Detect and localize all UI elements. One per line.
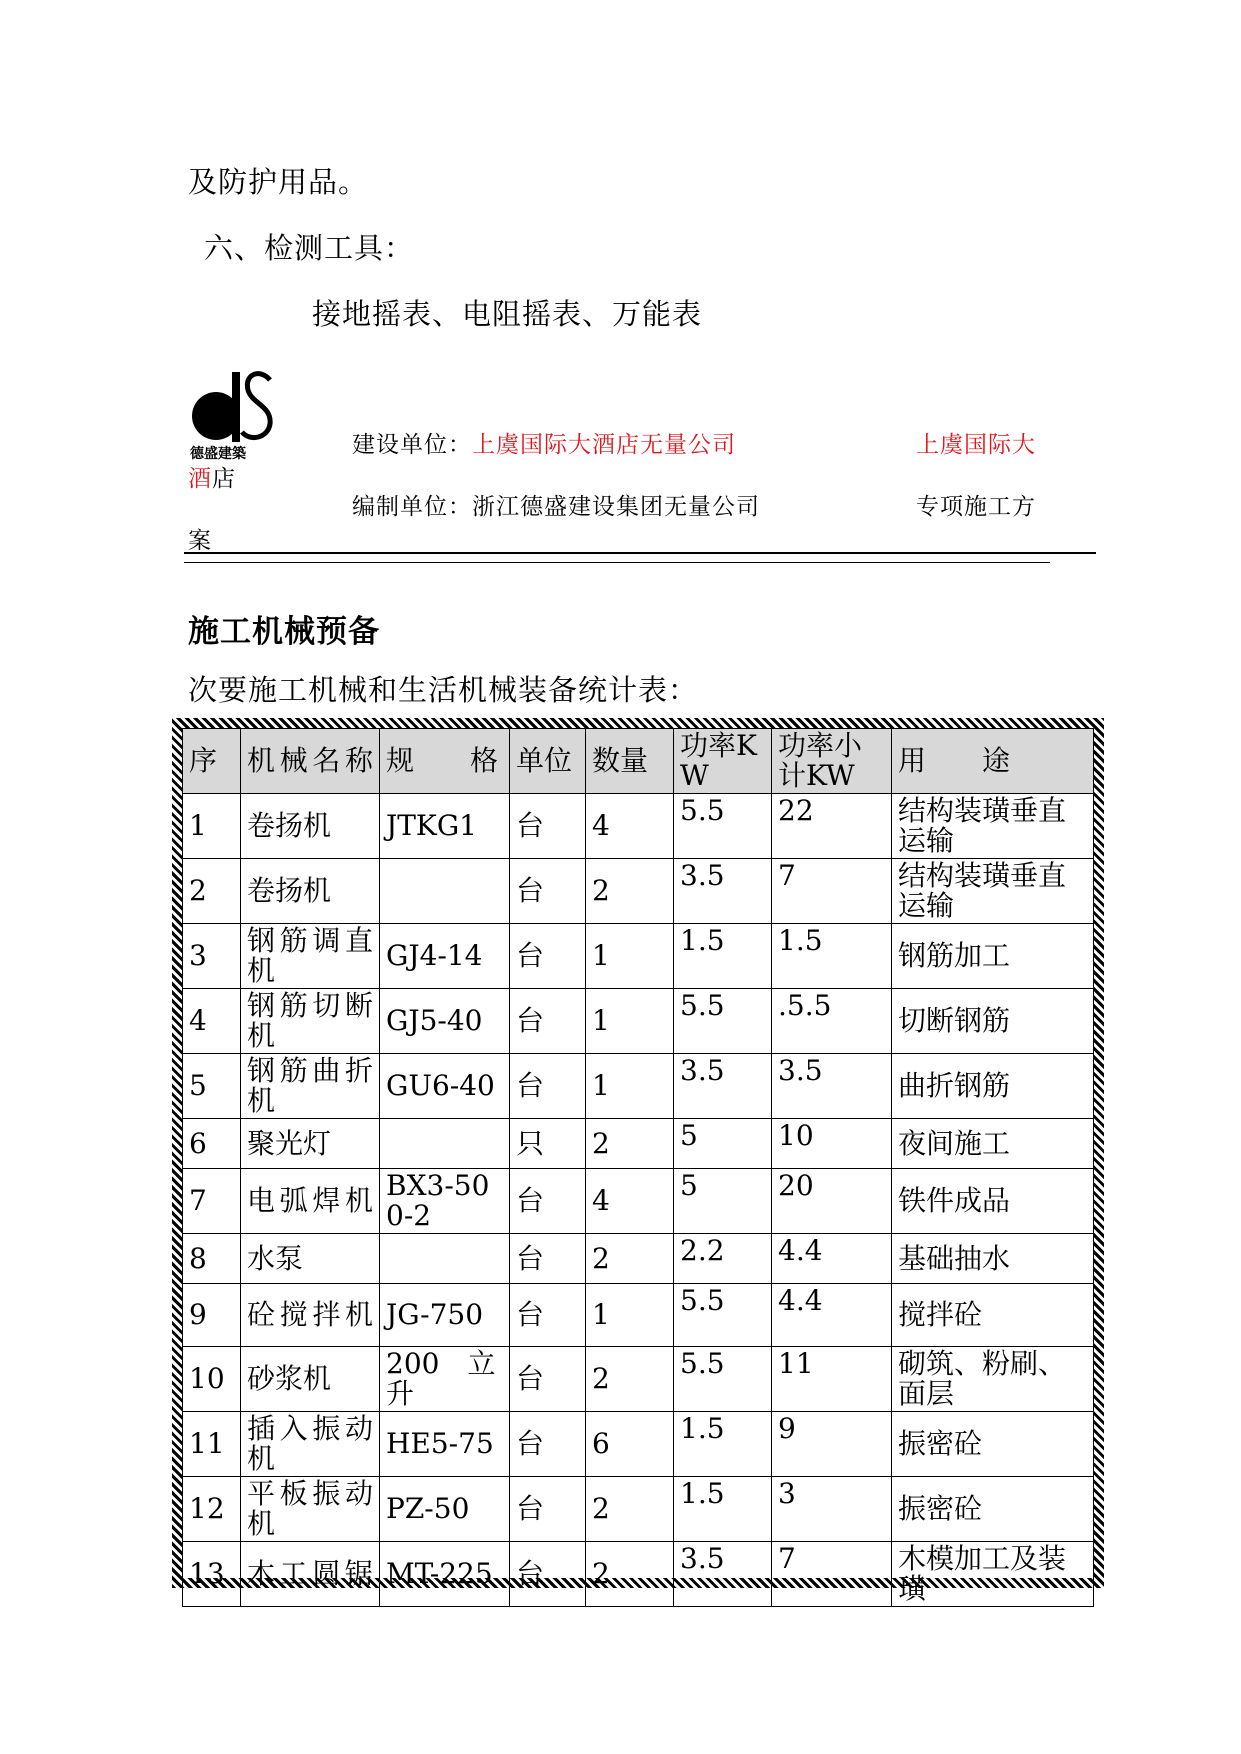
cell-spec: GJ4-14 (380, 924, 510, 989)
table-row (183, 1347, 1094, 1412)
cell-power: 3.5 (674, 859, 772, 924)
header-wrap-1b: 店 (212, 466, 236, 492)
cell-no: 2 (183, 859, 241, 924)
cell-use: 基础抽水 (892, 1234, 1094, 1284)
cell-qty: 2 (586, 1119, 674, 1169)
cell-unit: 台 (510, 1412, 586, 1477)
table-row (183, 1169, 1094, 1234)
cell-use: 搅拌砼 (892, 1284, 1094, 1347)
cell-name: 插入振动机 (241, 1412, 380, 1477)
cell-spec: MT-225 (380, 1542, 510, 1607)
cell-name: 卷扬机 (241, 794, 380, 859)
cell-spec: 200 立升 (380, 1347, 510, 1412)
cell-no: 7 (183, 1169, 241, 1234)
table-row (183, 1234, 1094, 1284)
cell-name: 砼搅拌机 (241, 1284, 380, 1347)
cell-name: 电弧焊机 (241, 1169, 380, 1234)
cell-no: 10 (183, 1347, 241, 1412)
section-heading-inspection-tools: 六、检测工具： (204, 231, 415, 265)
cell-no: 4 (183, 989, 241, 1054)
cell-unit: 台 (510, 924, 586, 989)
equipment-table (182, 728, 1094, 1607)
cell-power: 5 (674, 1169, 772, 1234)
cell-use: 钢筋加工 (892, 924, 1094, 989)
table-row (183, 1542, 1094, 1607)
cell-spec: HE5-75 (380, 1412, 510, 1477)
cell-use: 结构装璜垂直运输 (892, 859, 1094, 924)
cell-power: 5.5 (674, 989, 772, 1054)
table-intro: 次要施工机械和生活机械装备统计表： (188, 673, 699, 707)
header-wrap-1 (188, 460, 236, 493)
cell-name: 水泵 (241, 1234, 380, 1284)
cell-spec: GJ5-40 (380, 989, 510, 1054)
cell-spec: PZ-50 (380, 1477, 510, 1542)
cell-no: 6 (183, 1119, 241, 1169)
cell-subtotal: .5.5 (772, 989, 892, 1054)
table-row (183, 1054, 1094, 1119)
cell-qty: 1 (586, 989, 674, 1054)
table-row (183, 794, 1094, 859)
cell-subtotal: 3.5 (772, 1054, 892, 1119)
cell-name: 钢筋曲折机 (241, 1054, 380, 1119)
header-subtotal: 功率小计KW (772, 729, 892, 794)
logo-text: 德盛建築 (190, 446, 246, 462)
header-rule-thick (184, 552, 1096, 554)
compile-unit-label: 编制单位： (352, 494, 472, 520)
cell-use: 铁件成品 (892, 1169, 1094, 1234)
cell-spec (380, 1119, 510, 1169)
cell-power: 1.5 (674, 924, 772, 989)
cell-spec: BX3-500-2 (380, 1169, 510, 1234)
cell-unit: 台 (510, 1234, 586, 1284)
cell-subtotal: 4.4 (772, 1284, 892, 1347)
cell-no: 1 (183, 794, 241, 859)
cell-unit: 台 (510, 1477, 586, 1542)
cell-subtotal: 9 (772, 1412, 892, 1477)
cell-no: 5 (183, 1054, 241, 1119)
cell-use: 砌筑、粉刷、面层 (892, 1347, 1094, 1412)
cell-qty: 4 (586, 794, 674, 859)
cell-no: 12 (183, 1477, 241, 1542)
cell-unit: 台 (510, 859, 586, 924)
cell-name: 钢筋调直机 (241, 924, 380, 989)
cell-use: 夜间施工 (892, 1119, 1094, 1169)
construction-unit-label: 建设单位： (352, 432, 472, 458)
cell-qty: 2 (586, 1477, 674, 1542)
cell-no: 13 (183, 1542, 241, 1607)
cell-qty: 1 (586, 1054, 674, 1119)
cell-qty: 6 (586, 1412, 674, 1477)
header-wrap-2: 案 (188, 528, 212, 554)
cell-unit: 台 (510, 1054, 586, 1119)
table-row (183, 1119, 1094, 1169)
header-power: 功率KW (674, 729, 772, 794)
cell-qty: 2 (586, 1234, 674, 1284)
cell-subtotal: 4.4 (772, 1234, 892, 1284)
table-row (183, 1412, 1094, 1477)
table-row (183, 859, 1094, 924)
ds-logo-icon (188, 366, 280, 462)
cell-qty: 2 (586, 1347, 674, 1412)
cell-qty: 1 (586, 1284, 674, 1347)
header-use: 用 途 (892, 729, 1094, 794)
header-compile-unit (352, 488, 760, 521)
cell-spec: JTKG1 (380, 794, 510, 859)
header-spec: 规 格 (380, 729, 510, 794)
cell-subtotal: 22 (772, 794, 892, 859)
body-text-line: 及防护用品。 (188, 165, 369, 199)
cell-power: 3.5 (674, 1054, 772, 1119)
body-text-tools: 接地摇表、电阻摇表、万能表 (312, 297, 703, 331)
cell-subtotal: 3 (772, 1477, 892, 1542)
cell-unit: 只 (510, 1119, 586, 1169)
header-rule-thin (184, 562, 1050, 563)
cell-subtotal: 11 (772, 1347, 892, 1412)
cell-use: 振密砼 (892, 1412, 1094, 1477)
cell-no: 11 (183, 1412, 241, 1477)
header-no: 序 (183, 729, 241, 794)
table-row (183, 1477, 1094, 1542)
compile-unit-value: 浙江德盛建设集团无量公司 (472, 494, 760, 520)
cell-name: 砂浆机 (241, 1347, 380, 1412)
cell-subtotal: 7 (772, 859, 892, 924)
cell-unit: 台 (510, 1542, 586, 1607)
cell-name: 平板振动机 (241, 1477, 380, 1542)
cell-power: 1.5 (674, 1412, 772, 1477)
header-unit: 单位 (510, 729, 586, 794)
header-name: 机械名称 (241, 729, 380, 794)
cell-use: 木模加工及装璜 (892, 1542, 1094, 1607)
header-qty: 数量 (586, 729, 674, 794)
cell-power: 3.5 (674, 1542, 772, 1607)
cell-use: 振密砼 (892, 1477, 1094, 1542)
cell-unit: 台 (510, 1284, 586, 1347)
header-right-2: 专项施工方 (916, 494, 1036, 520)
cell-unit: 台 (510, 1169, 586, 1234)
cell-subtotal: 1.5 (772, 924, 892, 989)
section-title: 施工机械预备 (188, 614, 380, 650)
cell-name: 卷扬机 (241, 859, 380, 924)
header-construction-unit (352, 426, 736, 459)
cell-spec: JG-750 (380, 1284, 510, 1347)
cell-use: 切断钢筋 (892, 989, 1094, 1054)
cell-qty: 1 (586, 924, 674, 989)
cell-unit: 台 (510, 794, 586, 859)
cell-subtotal: 10 (772, 1119, 892, 1169)
cell-power: 5.5 (674, 1284, 772, 1347)
construction-unit-value: 上虞国际大酒店无量公司 (472, 432, 736, 458)
header-wrap-1a: 酒 (188, 466, 212, 492)
table-row (183, 1284, 1094, 1347)
cell-unit: 台 (510, 989, 586, 1054)
table-row (183, 989, 1094, 1054)
cell-no: 3 (183, 924, 241, 989)
cell-no: 9 (183, 1284, 241, 1347)
cell-name: 钢筋切断机 (241, 989, 380, 1054)
cell-name: 木工圆锯 (241, 1542, 380, 1607)
table-row (183, 924, 1094, 989)
cell-subtotal: 7 (772, 1542, 892, 1607)
cell-no: 8 (183, 1234, 241, 1284)
cell-spec (380, 859, 510, 924)
cell-use: 曲折钢筋 (892, 1054, 1094, 1119)
cell-power: 5 (674, 1119, 772, 1169)
cell-power: 5.5 (674, 1347, 772, 1412)
cell-spec: GU6-40 (380, 1054, 510, 1119)
cell-power: 2.2 (674, 1234, 772, 1284)
company-logo (188, 366, 280, 462)
cell-use: 结构装璜垂直运输 (892, 794, 1094, 859)
cell-spec (380, 1234, 510, 1284)
cell-qty: 2 (586, 859, 674, 924)
cell-unit: 台 (510, 1347, 586, 1412)
equipment-table-frame (172, 718, 1104, 1605)
cell-name: 聚光灯 (241, 1119, 380, 1169)
cell-qty: 2 (586, 1542, 674, 1607)
cell-qty: 4 (586, 1169, 674, 1234)
table-header-row (183, 729, 1094, 794)
cell-subtotal: 20 (772, 1169, 892, 1234)
header-right-1: 上虞国际大 (916, 432, 1036, 458)
cell-power: 1.5 (674, 1477, 772, 1542)
cell-power: 5.5 (674, 794, 772, 859)
